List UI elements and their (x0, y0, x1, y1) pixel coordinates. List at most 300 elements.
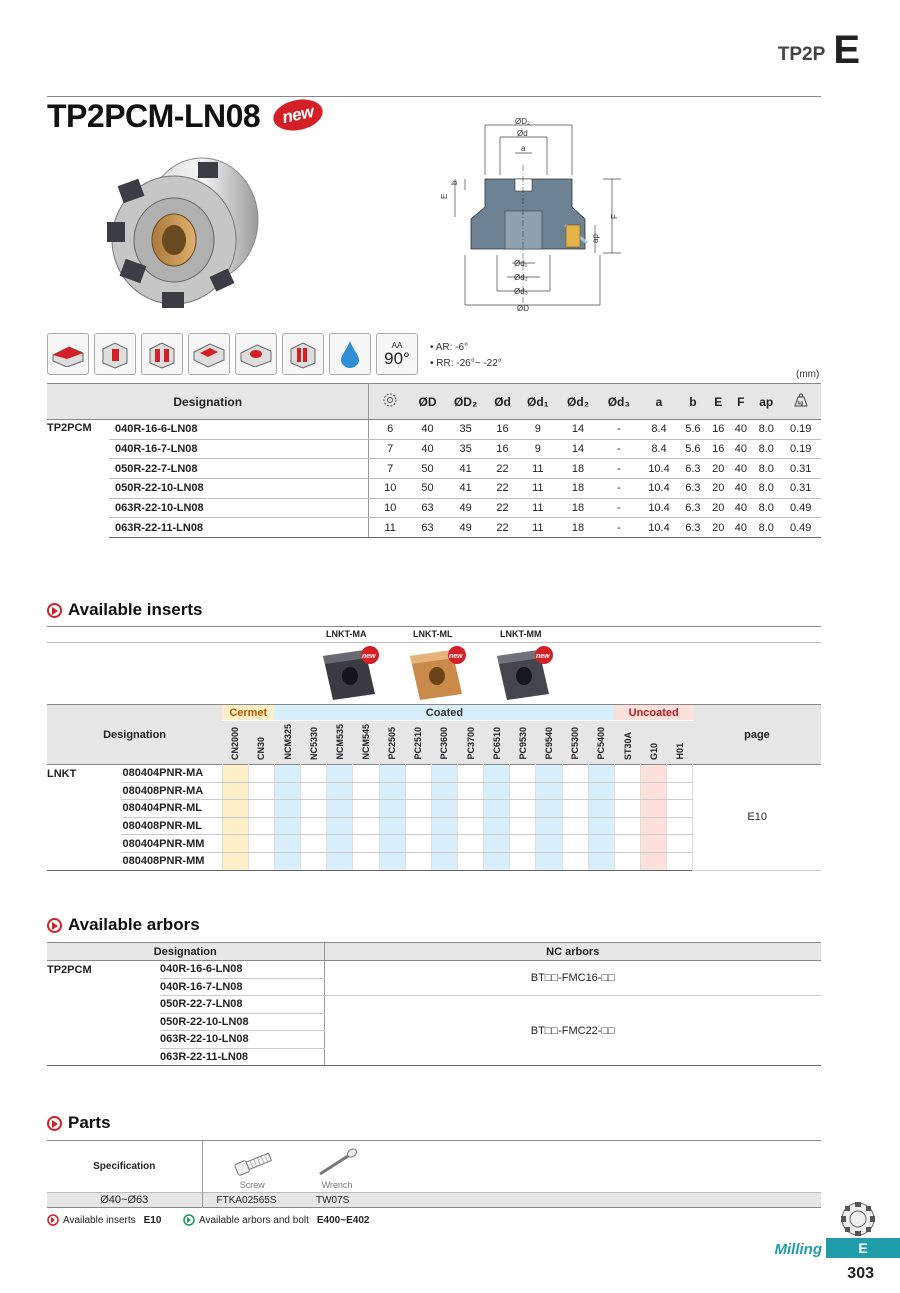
grade-cell (641, 800, 667, 818)
insert-name-mm: LNKT-MM (500, 629, 542, 639)
cutter-row (47, 420, 821, 440)
col-designation: Designation (47, 384, 369, 420)
grade-cell (353, 852, 379, 870)
grade-label: CN30 (256, 736, 267, 760)
insert-group (47, 782, 121, 800)
dim-Od1: Ød₁ (514, 259, 528, 268)
arbor-fmc16: BT□□-FMC16-□□ (324, 961, 821, 996)
cutter-cell: 40 (411, 420, 444, 440)
cutter-cell: 22 (487, 479, 518, 499)
grade-cell (222, 765, 248, 783)
insert-name-ml: LNKT-ML (413, 629, 453, 639)
grade-cell (431, 800, 457, 818)
cutter-cell: 20 (707, 459, 730, 479)
application-icons (47, 333, 418, 375)
grade-cell (588, 800, 614, 818)
grade-header (431, 721, 457, 765)
grade-cell (431, 817, 457, 835)
arbor-designation: 050R-22-7-LN08 (160, 996, 324, 1014)
cutter-cell: 0.19 (780, 439, 821, 459)
grade-cell (274, 800, 300, 818)
grade-label: G10 (648, 742, 659, 760)
cutter-cell: 49 (444, 498, 487, 518)
grade-cell (510, 835, 536, 853)
grade-label: PC5300 (570, 727, 581, 760)
grade-cell (588, 835, 614, 853)
grade-cell (667, 835, 693, 853)
grade-cell (327, 817, 353, 835)
grade-cell (641, 782, 667, 800)
grade-cell (667, 765, 693, 783)
insert-group (47, 817, 121, 835)
parts-spacer (372, 1141, 821, 1193)
screw-icon (229, 1148, 275, 1178)
insert-designation: 080404PNR-MA (121, 765, 222, 783)
insert-row (47, 765, 821, 783)
grade-cell (562, 782, 588, 800)
cutter-cell: 9 (518, 439, 558, 459)
grade-cell (536, 852, 562, 870)
cutter-cell: 22 (487, 498, 518, 518)
grade-cell (614, 835, 640, 853)
arbor-row (47, 961, 821, 979)
cutter-cell: 6.3 (679, 459, 707, 479)
grade-cell (536, 835, 562, 853)
dim-ap: ap (591, 234, 600, 243)
col-ap: ap (752, 384, 780, 420)
arbor-group (47, 1048, 160, 1066)
insert-group (47, 852, 121, 870)
dim-E: E (440, 193, 449, 199)
grade-cell (222, 817, 248, 835)
grade-cell (431, 765, 457, 783)
grade-label: CN2000 (230, 726, 241, 760)
wrench-label: Wrench (321, 1180, 353, 1190)
footer-arbors-page: E400~E402 (316, 1214, 370, 1226)
grade-cell (431, 852, 457, 870)
aa-value: 90° (384, 348, 410, 368)
cutter-designation: 040R-16-6-LN08 (109, 420, 369, 440)
grade-cell (379, 782, 405, 800)
grade-cell (327, 765, 353, 783)
grade-cell (248, 782, 274, 800)
cutter-cell: 10.4 (639, 479, 678, 499)
cutter-cell: 40 (730, 479, 753, 499)
grade-label: PC5400 (596, 727, 607, 760)
inserts-rule (47, 626, 821, 627)
cutter-cell: 11 (518, 479, 558, 499)
cutter-cell: 40 (730, 518, 753, 538)
inserts-rule-2 (47, 642, 821, 643)
cutter-cell: 14 (558, 439, 599, 459)
insert-group: LNKT (47, 767, 77, 780)
footer-inserts-page: E10 (143, 1214, 162, 1226)
cutter-cell: 10.4 (639, 498, 678, 518)
inserts-col-designation: Designation (47, 705, 222, 765)
cutter-cell: - (598, 498, 639, 518)
cutter-cell: 8.0 (752, 420, 780, 440)
cutter-cell: 10.4 (639, 518, 678, 538)
parts-col-wrench (302, 1141, 372, 1193)
weight-icon (790, 393, 812, 407)
cutter-cell: 0.31 (780, 479, 821, 499)
grade-cell (353, 782, 379, 800)
dim-a: a (521, 144, 526, 153)
grade-cell (431, 782, 457, 800)
grade-cell (614, 817, 640, 835)
grade-header (248, 721, 274, 765)
parts-header-row (47, 1141, 821, 1193)
grade-cell (274, 782, 300, 800)
cutter-thumbnail-icon (838, 1200, 878, 1238)
parts-col-spec: Specification (47, 1141, 202, 1193)
grade-cell (562, 852, 588, 870)
grade-cell (536, 782, 562, 800)
grade-cell (222, 835, 248, 853)
grade-label: PC2505 (387, 727, 398, 760)
cutter-cell: 40 (730, 498, 753, 518)
insert-group (47, 800, 121, 818)
cutter-cell: 41 (444, 479, 487, 499)
grade-cell (510, 765, 536, 783)
grade-cell (484, 852, 510, 870)
section-header (778, 30, 860, 70)
grade-header (353, 721, 379, 765)
cutter-table (47, 383, 821, 538)
grade-cell (667, 817, 693, 835)
cutter-cell: - (598, 459, 639, 479)
cutter-cell: 11 (369, 518, 411, 538)
grade-cell (248, 852, 274, 870)
cutter-table-body (47, 420, 821, 538)
new-label-ml: new (449, 653, 463, 660)
cutter-cell: 18 (558, 498, 599, 518)
arbor-designation: 063R-22-11-LN08 (160, 1048, 324, 1066)
cutter-cell: 16 (707, 420, 730, 440)
grade-cell (641, 852, 667, 870)
grade-cell (379, 835, 405, 853)
inserts-title-text: Available inserts (68, 600, 203, 619)
grade-cell (458, 835, 484, 853)
inserts-section-title (47, 600, 203, 620)
grade-cell (248, 817, 274, 835)
coated-group: Coated (274, 705, 614, 721)
insert-designation: 080404PNR-ML (121, 800, 222, 818)
cutter-row (47, 459, 821, 479)
cutter-cell: 11 (518, 498, 558, 518)
col-Od1: Ød₁ (518, 384, 558, 420)
grade-label: NC5330 (308, 726, 319, 760)
grade-header (536, 721, 562, 765)
grade-label: PC3600 (439, 727, 450, 760)
dim-OD2: ØD₂ (515, 117, 531, 126)
grade-cell (484, 765, 510, 783)
insert-images (315, 646, 565, 704)
insert-designation: 080408PNR-ML (121, 817, 222, 835)
grade-cell (405, 852, 431, 870)
grade-cell (536, 800, 562, 818)
grade-cell (379, 852, 405, 870)
grade-cell (588, 852, 614, 870)
shoulder-milling-icon (94, 333, 136, 375)
grade-cell (353, 835, 379, 853)
grade-header (667, 721, 693, 765)
grade-cell (458, 800, 484, 818)
grade-cell (614, 800, 640, 818)
col-F: F (730, 384, 753, 420)
aa-label: AA (391, 340, 403, 350)
grade-header (588, 721, 614, 765)
screw-label: Screw (239, 1180, 265, 1190)
col-weight (780, 384, 821, 420)
rake-angles (430, 340, 502, 372)
cutter-table-header (47, 384, 821, 420)
grade-header (641, 721, 667, 765)
grade-cell (536, 765, 562, 783)
grade-cell (379, 800, 405, 818)
grade-cell (458, 852, 484, 870)
ramping-icon (282, 333, 324, 375)
footer-inserts-ref[interactable] (47, 1214, 161, 1226)
cutter-designation: 063R-22-10-LN08 (109, 498, 369, 518)
inserts-col-page: page (693, 705, 821, 765)
grade-cell (327, 852, 353, 870)
arbors-table (47, 942, 821, 1066)
cutter-designation: 050R-22-7-LN08 (109, 459, 369, 479)
cutter-cell: 22 (487, 518, 518, 538)
dim-OD: ØD (517, 304, 529, 313)
approach-angle-icon (376, 333, 418, 375)
cutter-cell: - (598, 439, 639, 459)
arbors-section-title (47, 915, 200, 935)
cutter-cell: 8.4 (639, 420, 678, 440)
grade-header (379, 721, 405, 765)
grade-header (222, 721, 248, 765)
cutter-cell: - (598, 420, 639, 440)
grade-cell (379, 817, 405, 835)
cutter-cell: 22 (487, 459, 518, 479)
grade-cell (484, 800, 510, 818)
cutter-cell: 18 (558, 459, 599, 479)
col-OD2: ØD₂ (444, 384, 487, 420)
technical-drawing (435, 115, 635, 320)
grade-cell (510, 852, 536, 870)
arbors-col-nc: NC arbors (324, 943, 821, 961)
grade-header (274, 721, 300, 765)
grade-label: ST30A (622, 731, 633, 760)
insert-group (47, 835, 121, 853)
col-OD: ØD (411, 384, 444, 420)
cutter-cell: 10.4 (639, 459, 678, 479)
grade-cell (510, 817, 536, 835)
dim-b: b (450, 180, 459, 185)
insert-designation: 080404PNR-MM (121, 835, 222, 853)
arbor-designation: 063R-22-10-LN08 (160, 1031, 324, 1049)
parts-section-title (47, 1113, 111, 1133)
new-label-ma: new (362, 653, 376, 660)
grade-cell (588, 782, 614, 800)
grade-label: PC9530 (517, 727, 528, 760)
cutter-cell: 50 (411, 459, 444, 479)
grade-cell (274, 765, 300, 783)
cutter-cell: 8.0 (752, 459, 780, 479)
cutter-cell: 0.49 (780, 518, 821, 538)
cutter-designation: 040R-16-7-LN08 (109, 439, 369, 459)
cutter-cell: 8.4 (639, 439, 678, 459)
grade-cell (248, 765, 274, 783)
grade-cell (562, 800, 588, 818)
arbor-group (47, 978, 160, 996)
arbors-title-text: Available arbors (68, 915, 200, 934)
wrench-value: TW07S (316, 1194, 350, 1206)
grade-cell (353, 765, 379, 783)
cutter-cell: 50 (411, 479, 444, 499)
grade-header (510, 721, 536, 765)
arbors-header (47, 943, 821, 961)
cutter-cell: 7 (369, 439, 411, 459)
grade-cell (301, 765, 327, 783)
svg-text:kg: kg (797, 400, 803, 407)
cutter-cell: 40 (730, 459, 753, 479)
arbor-designation: 040R-16-7-LN08 (160, 978, 324, 996)
grade-cell (301, 782, 327, 800)
cutter-row (47, 439, 821, 459)
grade-cell (562, 817, 588, 835)
arbors-table-body (47, 961, 821, 1066)
insert-designation: 080408PNR-MA (121, 782, 222, 800)
arrow-icon (47, 1116, 62, 1131)
grade-cell (614, 782, 640, 800)
cutter-cell: 8.0 (752, 479, 780, 499)
arrow-icon (47, 918, 62, 933)
teeth-count-icon (382, 392, 398, 408)
series-label: TP2P (777, 44, 826, 65)
cutter-cell: 7 (369, 459, 411, 479)
grade-label: PC2510 (413, 727, 424, 760)
cutter-cell: 63 (411, 518, 444, 538)
dim-F: F (610, 214, 619, 219)
col-b: b (679, 384, 707, 420)
cutter-cell: - (598, 518, 639, 538)
col-E: E (707, 384, 730, 420)
arbor-group (47, 1031, 160, 1049)
grade-cell (327, 800, 353, 818)
cutter-row (47, 518, 821, 538)
cutter-cell: 63 (411, 498, 444, 518)
grade-cell (405, 835, 431, 853)
cermet-group: Cermet (222, 705, 274, 721)
grade-cell (641, 817, 667, 835)
grade-cell (301, 800, 327, 818)
cutter-cell: 16 (707, 439, 730, 459)
grade-header (405, 721, 431, 765)
col-a: a (639, 384, 678, 420)
insert-designation: 080408PNR-MM (121, 852, 222, 870)
parts-data-row (47, 1193, 821, 1208)
cutter-row (47, 479, 821, 499)
cutter-cell: 49 (444, 518, 487, 538)
grade-cell (588, 765, 614, 783)
grade-cell (614, 765, 640, 783)
arbor-designation: 040R-16-6-LN08 (160, 961, 324, 979)
grade-cell (222, 852, 248, 870)
grade-cell (274, 852, 300, 870)
uncoated-group: Uncoated (614, 705, 692, 721)
grade-cell (667, 800, 693, 818)
cutter-group: TP2PCM (47, 422, 92, 434)
cutter-cell: 6.3 (679, 479, 707, 499)
cutter-cell: 5.6 (679, 420, 707, 440)
grade-cell (274, 817, 300, 835)
arrow-circle-icon (47, 1214, 59, 1226)
insert-page-ref[interactable]: E10 (693, 765, 821, 871)
cutter-cell: - (598, 479, 639, 499)
grade-cell (222, 782, 248, 800)
cutter-cell: 11 (518, 459, 558, 479)
grade-label: PC9540 (544, 727, 555, 760)
arbors-col-designation: Designation (47, 943, 324, 961)
page-title (47, 98, 323, 135)
new-label-mm: new (536, 653, 550, 660)
cutter-cell: 5.6 (679, 439, 707, 459)
grade-cell (405, 782, 431, 800)
grade-cell (248, 835, 274, 853)
new-badge: new (270, 95, 325, 135)
cutter-cell: 16 (487, 420, 518, 440)
grade-cell (641, 835, 667, 853)
grade-cell (405, 817, 431, 835)
category-label: Milling (774, 1241, 822, 1258)
grade-label: H01 (674, 743, 685, 760)
grade-cell (327, 835, 353, 853)
plunging-icon (235, 333, 277, 375)
cutter-cell: 14 (558, 420, 599, 440)
arbor-row (47, 996, 821, 1014)
grade-cell (458, 765, 484, 783)
footer-arbors-ref[interactable] (183, 1214, 369, 1226)
cutter-cell: 35 (444, 439, 487, 459)
grade-cell (667, 782, 693, 800)
cutter-cell: 0.49 (780, 498, 821, 518)
wrench-icon (314, 1148, 360, 1178)
cutter-cell: 35 (444, 420, 487, 440)
grade-cell (353, 800, 379, 818)
grade-cell (510, 800, 536, 818)
grade-cell (301, 835, 327, 853)
grade-header (614, 721, 640, 765)
face-milling-icon (47, 333, 89, 375)
cutter-cell: 41 (444, 459, 487, 479)
dim-Od: Ød (517, 129, 528, 138)
cutter-cell: 9 (518, 420, 558, 440)
grade-cell (431, 835, 457, 853)
grade-cell (301, 852, 327, 870)
grade-header (458, 721, 484, 765)
grade-cell (588, 817, 614, 835)
cutter-cell: 8.0 (752, 518, 780, 538)
footer-inserts-label: Available inserts (63, 1214, 136, 1226)
cutter-cell: 8.0 (752, 498, 780, 518)
radial-rake: • RR: -26°~ -22° (430, 358, 502, 369)
grade-label: NCM535 (334, 724, 345, 760)
slotting-icon (141, 333, 183, 375)
cutter-row (47, 498, 821, 518)
arbor-group: TP2PCM (47, 963, 92, 976)
cutter-cell: 11 (518, 518, 558, 538)
cutter-cell: 6 (369, 420, 411, 440)
inserts-table (47, 704, 821, 871)
grade-cell (484, 835, 510, 853)
